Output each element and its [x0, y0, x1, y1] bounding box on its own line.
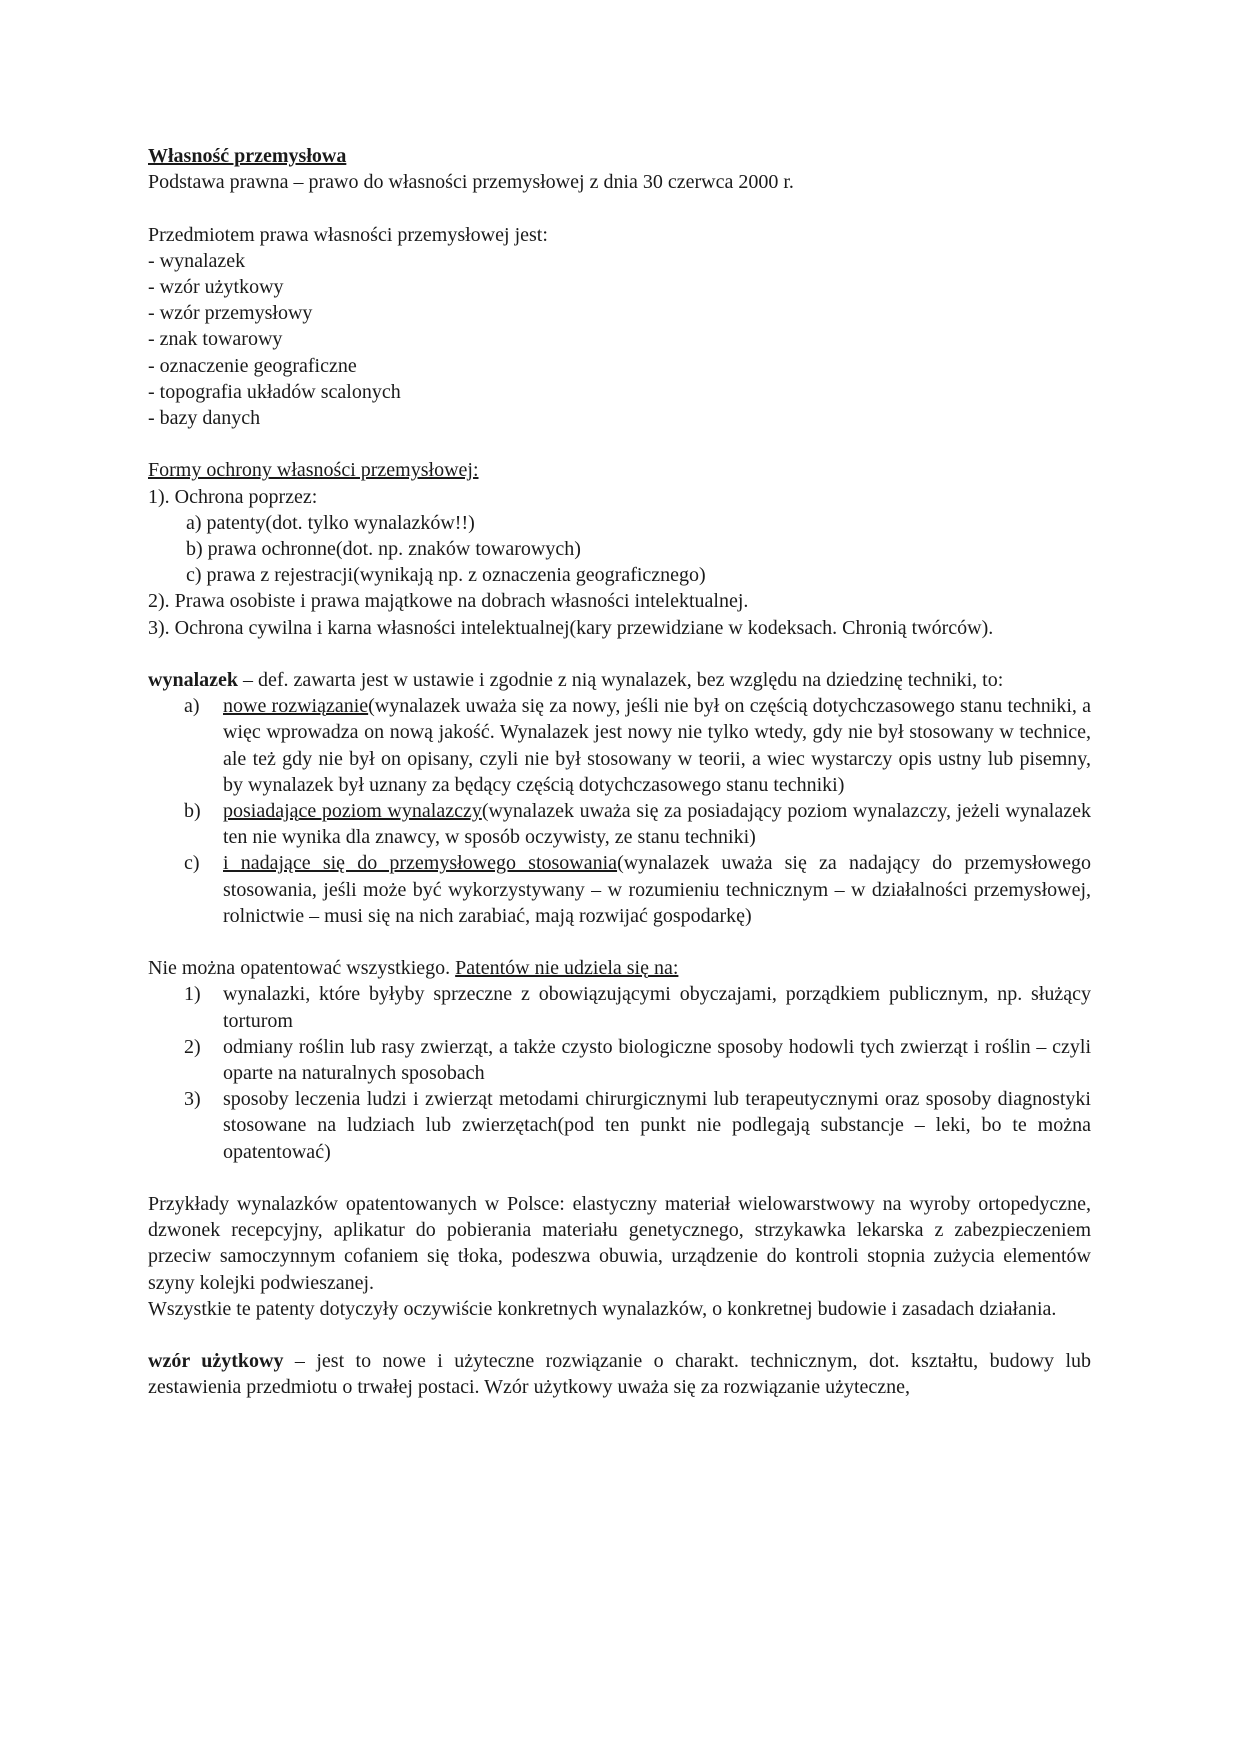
criterion-label: nowe rozwiązanie [223, 695, 369, 718]
utility-model-definition [148, 1348, 1091, 1400]
criterion-text: (wynalazek uważa się za nowy, jeśli nie był on częścią dotychczasowego stanu techniki, a więc wprowadza on nową jakość. Wynalazek jest nowy nie tylko wtedy, gdy nie był stosowany w technice, ale też gdy nie był on opisany, czyli nie był stosowany w teorii, a wiec wystarczy opis ustny lub pisemny, by wynalazek był uznany za będący częścią dotychczasowego stanu techniki) [223, 695, 1091, 796]
examples-note: Wszystkie te patenty dotyczyły oczywiście konkretnych wynalazków, o konkretnej budowie i zasadach działania. [148, 1297, 1057, 1320]
item-marker: 2) [184, 1035, 201, 1058]
list-item: - topografia układów scalonych [148, 380, 401, 403]
criterion-label: posiadające poziom wynalazczy [223, 800, 482, 823]
exclusion-item [148, 1034, 1091, 1086]
document-title: Własność przemysłowa [148, 145, 347, 167]
invention-term: wynalazek [148, 669, 238, 692]
item-marker: 1) [184, 983, 201, 1006]
exclusion-item [148, 981, 1091, 1033]
list-item: - wynalazek [148, 249, 246, 272]
list-item: - znak towarowy [148, 328, 283, 351]
list-item: - oznaczenie geograficzne [148, 354, 357, 377]
item-marker: c) [184, 852, 200, 875]
invention-criterion [148, 850, 1091, 929]
document-page [148, 143, 1091, 1401]
invention-definition [148, 667, 1091, 693]
exclusion-text: sposoby leczenia ludzi i zwierząt metodami chirurgicznymi lub terapeutycznymi oraz sposoby diagnostyki stosowane na ludziach lub zwierzętach(pod ten punkt nie podlegają substancje – leki, bo te można opatentować) [223, 1088, 1091, 1163]
item-marker: 3) [184, 1088, 201, 1111]
forms-point-1: 1). Ochrona poprzez: [148, 485, 318, 508]
forms-subpoint: a) patenty(dot. tylko wynalazków!!) [186, 511, 475, 534]
item-marker: a) [184, 695, 200, 718]
forms-point-2: 2). Prawa osobiste i prawa majątkowe na dobrach własności intelektualnej. [148, 590, 749, 613]
list-item: - bazy danych [148, 407, 261, 430]
utility-model-term: wzór użytkowy [148, 1350, 284, 1373]
forms-subpoint: b) prawa ochronne(dot. np. znaków towarowych) [186, 538, 581, 561]
item-marker: b) [184, 800, 201, 823]
invention-def-text: – def. zawarta jest w ustawie i zgodnie z nią wynalazek, bez względu na dziedzinę techniki, to: [238, 669, 1004, 692]
exclusions-intro [148, 955, 1091, 981]
exclusion-item [148, 1086, 1091, 1165]
forms-point-3: 3). Ochrona cywilna i karna własności intelektualnej(kary przewidziane w kodeksach. Chronią twórców). [148, 616, 994, 639]
exclusions-intro-text: Nie można opatentować wszystkiego. [148, 957, 456, 980]
examples-paragraph: Przykłady wynalazków opatentowanych w Polsce: elastyczny materiał wielowarstwowy na wyroby ortopedyczne, dzwonek recepcyjny, aplikatur do pobierania materiału genetycznego, strzykawka lekarska z zabezpieczeniem przeciw samoczynnym cofaniem się tłoka, podeszwa obuwia, urządzenie do kontroli stopnia zużycia elementów szyny kolejki podwieszanej. [148, 1193, 1091, 1294]
exclusions-heading: Patentów nie udziela się na: [455, 957, 679, 980]
legal-basis: Podstawa prawna – prawo do własności przemysłowej z dnia 30 czerwca 2000 r. [148, 171, 794, 194]
invention-criterion [148, 798, 1091, 850]
criterion-label: i nadające się do przemysłowego stosowania [223, 852, 618, 875]
invention-criterion [148, 693, 1091, 798]
subjects-intro: Przedmiotem prawa własności przemysłowej jest: [148, 223, 548, 246]
criterion-text: (wynalazek uważa się za nadający do przemysłowego stosowania, jeśli może być wykorzystywany – w rozumieniu technicznym – w działalności przemysłowej, rolnictwie – musi się na nich zarabiać, mają rozwijać gospodarkę) [223, 852, 1091, 927]
exclusion-text: wynalazki, które byłyby sprzeczne z obowiązującymi obyczajami, porządkiem publicznym, np. służący torturom [223, 983, 1091, 1032]
forms-heading: Formy ochrony własności przemysłowej: [148, 459, 479, 482]
forms-subpoint: c) prawa z rejestracji(wynikają np. z oznaczenia geograficznego) [186, 564, 706, 587]
exclusion-text: odmiany roślin lub rasy zwierząt, a także czysto biologiczne sposoby hodowli tych zwierząt i roślin – czyli oparte na naturalnych sposobach [223, 1035, 1091, 1085]
criterion-text: (wynalazek uważa się za posiadający poziom wynalazczy, jeżeli wynalazek ten nie wynika dla znawcy, w sposób oczywisty, ze stanu techniki) [223, 800, 1091, 849]
utility-model-def-text: – jest to nowe i użyteczne rozwiązanie o charakt. technicznym, dot. kształtu, budowy lub zestawienia przedmiotu o trwałej postaci. Wzór użytkowy uważa się za rozwiązanie użyteczne, [148, 1350, 1092, 1399]
list-item: - wzór przemysłowy [148, 302, 313, 325]
list-item: - wzór użytkowy [148, 276, 284, 298]
